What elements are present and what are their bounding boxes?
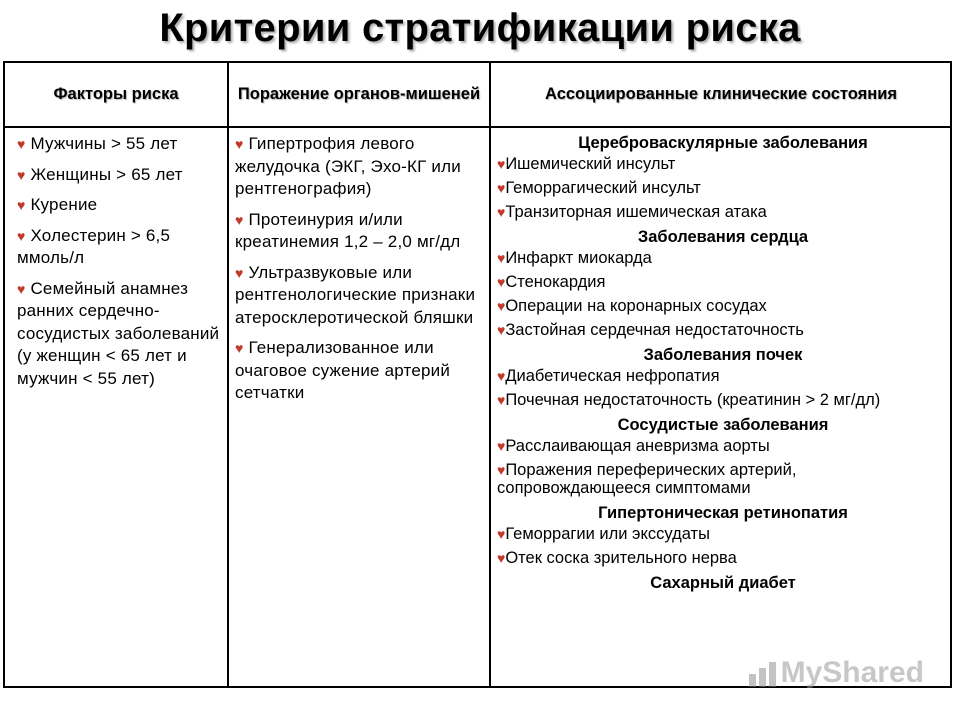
heart-bullet-icon: ♥ bbox=[235, 136, 244, 152]
heart-bullet-icon: ♥ bbox=[235, 211, 244, 228]
list-item-text: Ультразвуковые или рентгенологические признаки атеросклеротической бляшки bbox=[235, 262, 476, 327]
heart-bullet-icon: ♥ bbox=[497, 462, 506, 478]
heart-bullet-icon: ♥ bbox=[497, 322, 506, 338]
list-item-text: Транзиторная ишемическая атака bbox=[505, 203, 767, 221]
heart-bullet-icon: ♥ bbox=[235, 340, 244, 356]
heart-bullet-icon: ♥ bbox=[497, 438, 506, 454]
heart-bullet-icon: ♥ bbox=[17, 136, 26, 152]
list-item-text: Геморрагии или экссудаты bbox=[505, 525, 710, 543]
heart-bullet-icon: ♥ bbox=[497, 368, 506, 384]
heart-bullet-icon: ♥ bbox=[497, 392, 506, 408]
list-item bbox=[497, 297, 949, 315]
column-divider bbox=[489, 63, 491, 686]
list-item-text: Поражения переферических артерий, сопровождающееся симптомами bbox=[497, 461, 797, 497]
list-item bbox=[17, 225, 224, 270]
list-item-text: Курение bbox=[25, 195, 98, 214]
heart-bullet-icon: ♥ bbox=[17, 227, 26, 244]
header-target-organs: Поражение органов-мишеней bbox=[237, 85, 481, 103]
slide-title: Критерии стратификации риска bbox=[159, 6, 801, 50]
list-item bbox=[235, 133, 485, 201]
list-item-text: Семейный анамнез ранних сердечно-сосудистых заболеваний (у женщин < 65 лет и мужчин < 55 лет) bbox=[17, 278, 220, 388]
target-organs-list bbox=[235, 133, 485, 413]
heart-bullet-icon: ♥ bbox=[235, 264, 244, 281]
list-item-text: Диабетическая нефропатия bbox=[505, 367, 720, 385]
risk-table bbox=[3, 61, 952, 688]
header-clinical-conditions: Ассоциированные клинические состояния bbox=[545, 85, 897, 103]
column-divider bbox=[227, 63, 229, 686]
list-item bbox=[497, 391, 949, 409]
heart-bullet-icon: ♥ bbox=[497, 156, 506, 172]
list-item-text: Генерализованное или очаговое сужение артерий сетчатки bbox=[235, 338, 451, 402]
heart-bullet-icon: ♥ bbox=[497, 250, 506, 266]
list-item-text: Застойная сердечная недостаточность bbox=[505, 321, 804, 339]
list-item bbox=[497, 155, 949, 173]
list-item bbox=[497, 321, 949, 339]
category-heading: Гипертоническая ретинопатия bbox=[598, 504, 848, 522]
header-risk-factors: Факторы риска bbox=[53, 85, 179, 103]
list-item-text: Расслаивающая аневризма аорты bbox=[505, 437, 770, 455]
heart-bullet-icon: ♥ bbox=[17, 166, 26, 183]
list-item-text: Почечная недостаточность (креатинин > 2 мг/дл) bbox=[505, 391, 881, 409]
list-item-text: Женщины > 65 лет bbox=[25, 164, 183, 184]
heart-bullet-icon: ♥ bbox=[497, 550, 506, 566]
list-item bbox=[497, 437, 949, 455]
list-item bbox=[497, 461, 949, 497]
list-item-text: Гипертрофия левого желудочка (ЭКГ, Эхо-КГ или рентгенография) bbox=[235, 134, 461, 198]
clinical-conditions-list bbox=[497, 131, 949, 595]
list-item bbox=[17, 133, 224, 156]
list-item bbox=[497, 203, 949, 221]
heart-bullet-icon: ♥ bbox=[497, 274, 506, 290]
category-heading: Заболевания почек bbox=[643, 346, 803, 364]
category-heading: Цереброваскулярные заболевания bbox=[578, 134, 868, 152]
list-item-text: Геморрагический инсульт bbox=[505, 179, 701, 197]
heart-bullet-icon: ♥ bbox=[497, 526, 506, 542]
heart-bullet-icon: ♥ bbox=[497, 204, 506, 220]
heart-bullet-icon: ♥ bbox=[497, 180, 506, 196]
list-item-text: Стенокардия bbox=[505, 273, 606, 291]
category-heading: Сахарный диабет bbox=[650, 574, 796, 592]
heart-bullet-icon: ♥ bbox=[17, 197, 26, 213]
list-item bbox=[235, 262, 485, 330]
category-heading: Сосудистые заболевания bbox=[617, 416, 829, 434]
header-divider bbox=[5, 126, 950, 128]
list-item bbox=[17, 164, 224, 187]
list-item-text: Протеинурия и/или креатинемия 1,2 – 2,0 мг/дл bbox=[235, 209, 461, 251]
list-item-text: Отек соска зрительного нерва bbox=[505, 549, 737, 567]
list-item-text: Инфаркт миокарда bbox=[505, 249, 652, 267]
list-item bbox=[497, 273, 949, 291]
list-item-text: Операции на коронарных сосудах bbox=[505, 297, 767, 315]
category-heading: Заболевания сердца bbox=[637, 228, 809, 246]
heart-bullet-icon: ♥ bbox=[497, 298, 506, 314]
list-item bbox=[497, 367, 949, 385]
list-item-text: Ишемический инсульт bbox=[505, 155, 676, 173]
risk-factors-list bbox=[17, 133, 224, 398]
list-item bbox=[497, 525, 949, 543]
list-item bbox=[235, 209, 485, 254]
watermark-text: MyShared bbox=[780, 656, 924, 689]
list-item bbox=[17, 278, 224, 391]
list-item bbox=[497, 249, 949, 267]
heart-bullet-icon: ♥ bbox=[17, 280, 26, 297]
list-item-text: Мужчины > 55 лет bbox=[25, 134, 178, 153]
list-item-text: Холестерин > 6,5 ммоль/л bbox=[17, 225, 171, 267]
list-item bbox=[235, 337, 485, 405]
watermark-logo-icon bbox=[748, 660, 778, 688]
list-item bbox=[17, 194, 224, 217]
list-item bbox=[497, 549, 949, 567]
list-item bbox=[497, 179, 949, 197]
